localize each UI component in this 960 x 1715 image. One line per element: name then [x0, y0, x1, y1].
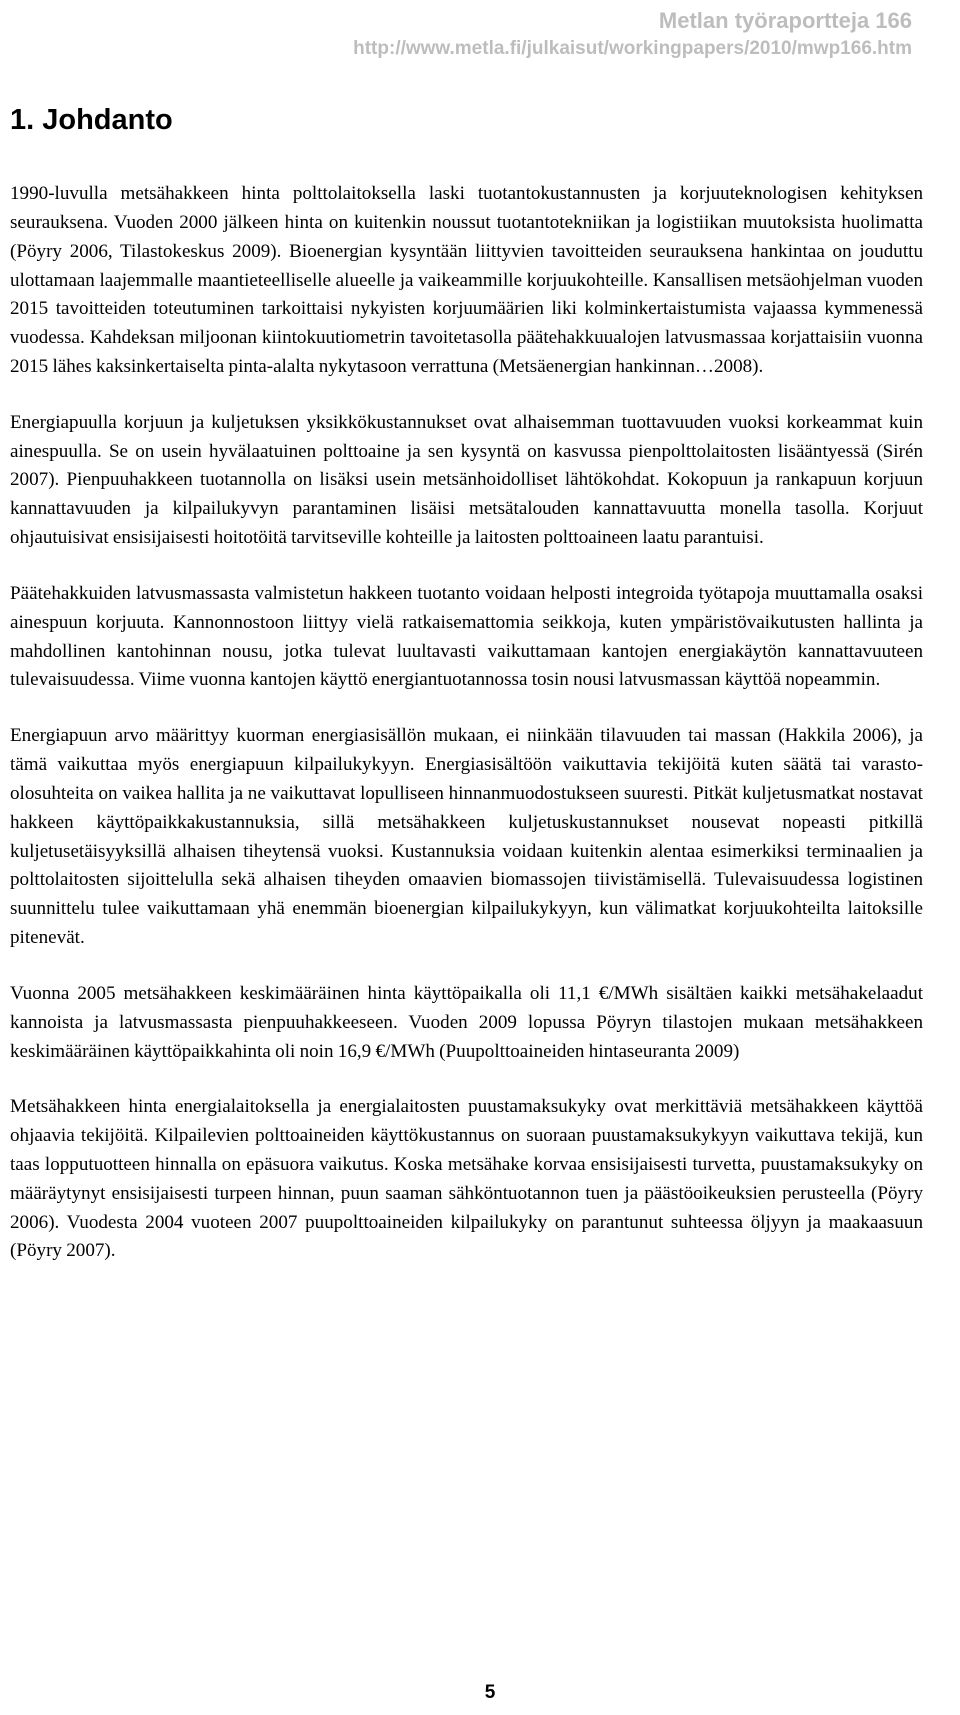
paragraph: Energiapuulla korjuun ja kuljetuksen yksikkökustannukset ovat alhaisemman tuottavuuden vuoksi korkeammat kuin ainespuulla. Se on usein hyvälaatuinen polttoaine ja sen kysyntä on kasvussa pienpolttolaitosten lisääntyessä (Sirén 2007). Pienpuuhakkeen tuotannolla on lisäksi usein metsänhoidolliset lähtökohdat. Kokopuun ja rankapuun korjuun kannattavuuden ja kilpailukyvyn parantaminen lisäisi metsätalouden kannattavuutta monella tasolla. Korjuut ohjautuisivat ensisijaisesti hoitotöitä tarvitseville kohteille ja laitosten polttoaineen laatu parantuisi. — [10, 411, 923, 549]
paragraph: Päätehakkuiden latvusmassasta valmistetun hakkeen tuotanto voidaan helposti integroida työtapoja muuttamalla osaksi ainespuun korjuuta. Kannonnostoon liittyy vielä ratkaisemattomia seikkoja, kuten ympäristövaikutusten hallinta ja mahdollinen kantohinnan nousu, jotka tulevat luultavasti vaikuttamaan kantojen energiakäytön kannattavuuteen tulevaisuudessa. Viime vuonna kantojen käyttö energiantuotannossa tosin nousi latvusmassan käyttöä nopeammin. — [10, 582, 923, 691]
paragraph: 1990-luvulla metsähakkeen hinta polttolaitoksella laski tuotantokustannusten ja korjuuteknologisen kehityksen seurauksena. Vuoden 2000 jälkeen hinta on kuitenkin noussut tuotantotekniikan ja logistiikan muutoksista huolimatta (Pöyry 2006, Tilastokeskus 2009). Bioenergian kysyntään liittyvien tavoitteiden seurauksena hankintaa on jouduttu ulottamaan laajemmalle maantieteelliselle alueelle ja vaikeammille korjuukohteille. Kansallisen metsäohjelman vuoden 2015 tavoitteiden toteutuminen tarkoittaisi nykyisten korjuumäärien liki kolminkertaistumista vajaassa kymmenessä vuodessa. Kahdeksan miljoonan kiintokuutiometrin tavoitetasolla päätehakkuualojen latvusmassaa korjattaisiin vuonna 2015 lähes kaksinkertaiselta pinta-alalta nykytasoon verrattuna (Metsäenergian hankinnan…2008). — [10, 183, 923, 378]
publication-url[interactable]: http://www.metla.fi/julkaisut/workingpapers/2010/mwp166.htm — [353, 38, 912, 59]
running-header — [353, 6, 912, 62]
series-title: Metlan työraportteja 166 — [658, 8, 912, 33]
section-heading: 1. Johdanto — [10, 104, 173, 136]
page-number: 5 — [484, 1682, 496, 1703]
paragraph: Energiapuun arvo määrittyy kuorman energiasisällön mukaan, ei niinkään tilavuuden tai massan (Hakkila 2006), ja tämä vaikuttaa myös energiapuun kilpailukykyyn. Energiasisältöön vaikuttavia tekijöitä kuten säätä tai varasto-olosuhteita on vaikea hallita ja ne vaikuttavat lopulliseen hinnanmuodostukseen suuresti. Pitkät kuljetusmatkat nostavat hakkeen käyttöpaikkakustannuksia, sillä metsähakkeen kuljetuskustannukset nousevat nopeasti pitkillä kuljetusetäisyyksillä alhaisen tiheytensä vuoksi. Kustannuksia voidaan kuitenkin alentaa esimerkiksi terminaalien ja polttolaitosten sijoittelulla sekä alhaisen tiheyden omaavien biomassojen tiivistämisellä. Tulevaisuudessa logistinen suunnittelu tulee vaikuttamaan yhä enemmän bioenergian kilpailukykyyn, kun välimatkat korjuukohteilta laitoksille pitenevät. — [10, 725, 923, 949]
paragraph: Metsähakkeen hinta energialaitoksella ja energialaitosten puustamaksukyky ovat merkittäviä metsähakkeen käyttöä ohjaavia tekijöitä. Kilpailevien polttoaineiden käyttökustannus on suoraan puustamaksukykyyn vaikuttava tekijä, kun taas lopputuotteen hinnalla on epäsuora vaikutus. Koska metsähake korvaa ensisijaisesti turvetta, puustamaksukyky on määräytynyt ensisijaisesti turpeen hinnan, puun saaman sähköntuotannon tuen ja päästöoikeuksien perusteella (Pöyry 2006). Vuodesta 2004 vuoteen 2007 puupolttoaineiden kilpailukyky on parantunut suhteessa öljyyn ja maakaasuun (Pöyry 2007). — [10, 1096, 923, 1262]
body-text — [10, 180, 923, 1293]
paragraph: Vuonna 2005 metsähakkeen keskimääräinen hinta käyttöpaikalla oli 11,1 €/MWh sisältäen kaikki metsähakelaadut kannoista ja latvusmassasta pienpuuhakkeeseen. Vuoden 2009 lopussa Pöyryn tilastojen mukaan metsähakkeen keskimääräinen käyttöpaikkahinta oli noin 16,9 €/MWh (Puupolttoaineiden hintaseuranta 2009) — [10, 982, 923, 1062]
